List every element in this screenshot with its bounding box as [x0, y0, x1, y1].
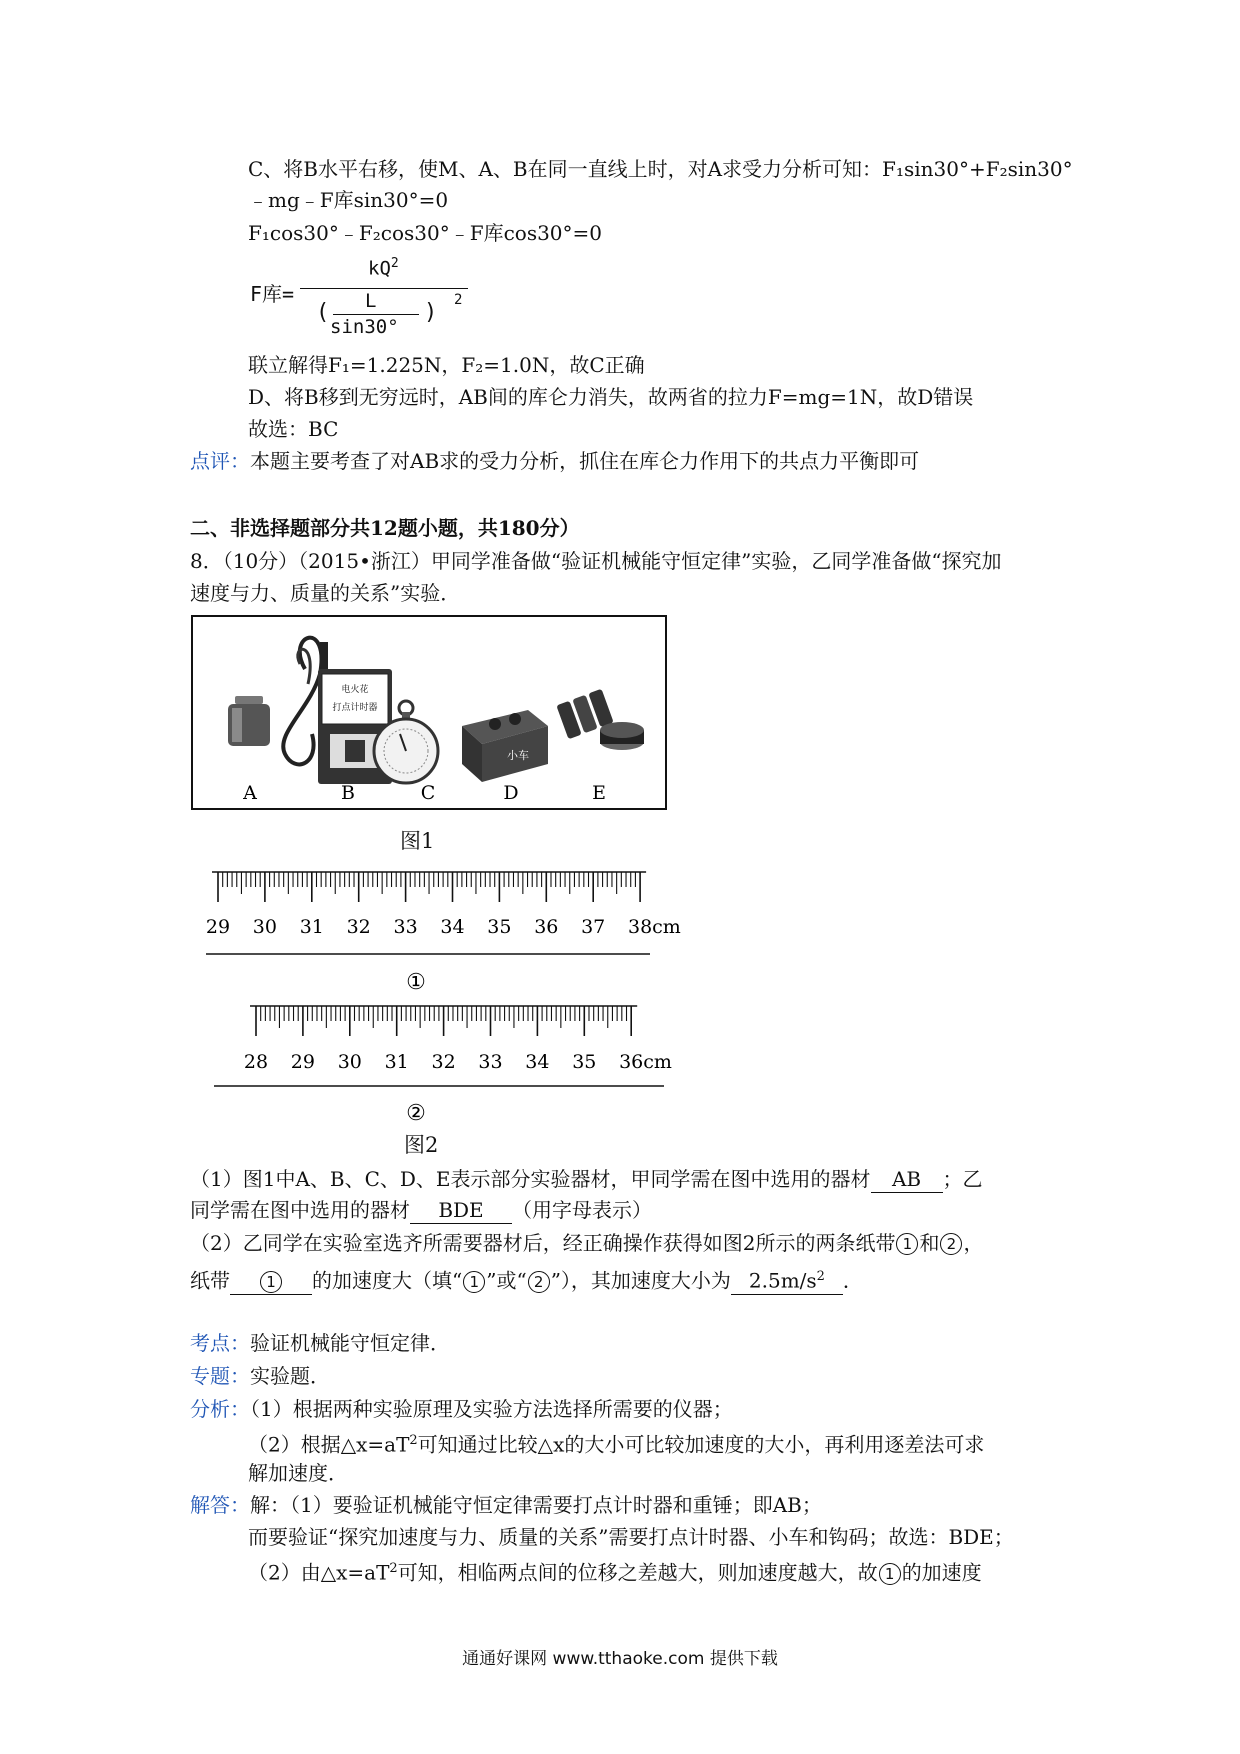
formula-main-bar [300, 288, 468, 289]
q2-option-2: 2 [528, 1271, 550, 1293]
ruler-2 [244, 1006, 672, 1073]
fenxi-line3: 解加速度． [248, 1461, 348, 1485]
q1-line1 [190, 1166, 983, 1193]
q2-answer-2: $2.5m/s^2$ [731, 1264, 843, 1295]
ruler-1-tick-label: 32 [346, 916, 371, 938]
ruler-1-tick-label: 36 [534, 916, 559, 938]
jieda-line3: （2）由$\triangle x=aT^2$可知，相临两点间的位移之差越大，则加速度越大，故 1 的加速度 [248, 1560, 982, 1585]
q2-end: ． [842, 1268, 863, 1293]
ruler-2-unit: cm [643, 1051, 672, 1073]
formula-den-sup: 2 [454, 292, 463, 308]
label-d: D [503, 782, 519, 804]
jieda-text-1: 解：（1）要验证机械能守恒定律需要打点计时器和重锤；即AB； [250, 1493, 822, 1517]
q2-and: 和 [919, 1231, 940, 1255]
q2-text-d: ”），其加速度大小为 [550, 1268, 731, 1293]
ruler-2-tick-label: 32 [431, 1051, 456, 1073]
formula-inner-den: sin30° [330, 316, 399, 338]
ruler-2-tick-label: 28 [243, 1051, 269, 1073]
zhuanti-line [190, 1363, 330, 1389]
q1-line2 [190, 1197, 652, 1224]
kaodian-text: 验证机械能守恒定律． [250, 1331, 450, 1355]
ruler-1-tick-label: 30 [252, 916, 277, 938]
question-line2: 速度与力、质量的关系”实验． [190, 581, 461, 605]
figure2-rulers [190, 866, 690, 1136]
q1-answer-1: AB [871, 1166, 943, 1193]
ruler-2-tick-label: 33 [478, 1051, 503, 1073]
zhuanti-text: 实验题． [250, 1364, 330, 1388]
jieda-circled-1: 1 [879, 1563, 901, 1585]
ruler-1 [206, 872, 681, 938]
ruler-2-tick-label: 36 [619, 1051, 644, 1073]
kaodian-label: 考点： [190, 1331, 250, 1355]
weight-icon [228, 696, 270, 746]
q1-text-b: ；乙 [942, 1167, 983, 1191]
ruler-1-tick-label: 37 [581, 916, 606, 938]
q2-answer-1-circle: 1 [260, 1271, 282, 1293]
q2-line1 [190, 1230, 983, 1256]
formula-open-paren: ( [316, 300, 330, 325]
q2-text-b: 纸带 [190, 1268, 230, 1293]
formula-numerator: $kQ^2$ [368, 256, 399, 280]
cart-text: 小车 [507, 749, 529, 762]
ruler-1-tick-label: 33 [393, 916, 418, 938]
label-b: B [341, 782, 355, 804]
q2-text-c: 的加速度大（填“ [312, 1268, 463, 1293]
jieda-label: 解答： [190, 1493, 250, 1517]
zhuanti-label: 专题： [190, 1364, 250, 1388]
ruler-1-unit: cm [652, 916, 681, 938]
cart-icon [462, 710, 548, 782]
formula-inner-num: L [365, 290, 377, 312]
review-label: 点评： [190, 449, 250, 473]
ruler-2-label: ② [406, 1101, 426, 1126]
analysis-choose: 故选：BC [248, 417, 339, 441]
q1-text-d: （用字母表示） [512, 1198, 652, 1222]
ruler-1-tick-label: 38 [628, 916, 653, 938]
figure1-equipment [190, 614, 670, 814]
hooked-weights-icon [556, 689, 644, 750]
q1-text-a: （1）图1中A、B、C、D、E表示部分实验器材，甲同学需在图中选用的器材 [190, 1167, 871, 1191]
label-e: E [592, 782, 606, 804]
q2-comma: ， [963, 1231, 984, 1255]
review-line [190, 448, 919, 474]
coulomb-formula [250, 252, 480, 342]
formula-inner-bar [333, 314, 419, 315]
q1-text-c: 同学需在图中选用的器材 [190, 1198, 410, 1222]
fenxi-label: 分析： [190, 1397, 250, 1421]
q2-or: ”或“ [486, 1268, 527, 1293]
ruler-1-tick-label: 29 [205, 916, 231, 938]
ruler-1-tick-label: 31 [299, 916, 324, 938]
q2-option-1: 1 [463, 1271, 485, 1293]
analysis-solve: 联立解得F₁=1.225N，F₂=1.0N，故C正确 [248, 353, 645, 377]
analysis-c-line1: C、将B水平右移，使M、A、B在同一直线上时，对A求受力分析可知：F₁sin30°+F₂sin30° [248, 157, 1073, 181]
formula-lhs: F库= [250, 282, 295, 306]
kaodian-line [190, 1330, 450, 1356]
section-title: 二、非选择题部分共12题小题，共180分） [190, 516, 580, 540]
q2-line2 [190, 1264, 863, 1295]
circled-2: 2 [940, 1233, 962, 1255]
review-text: 本题主要考查了对AB求的受力分析，抓住在库仑力作用下的共点力平衡即可 [250, 449, 920, 473]
analysis-c-line3: F₁cos30°﹣F₂cos30°﹣F库cos30°=0 [248, 221, 603, 245]
ruler-2-tick-label: 34 [525, 1051, 550, 1073]
q2-answer-1 [230, 1268, 312, 1295]
jieda-line1 [190, 1492, 822, 1518]
ruler-1-tick-label: 34 [440, 916, 465, 938]
ruler-2-tick-label: 31 [384, 1051, 409, 1073]
analysis-c-line2: ﹣mg﹣F库sin30°=0 [248, 188, 449, 212]
fenxi-text-1: （1）根据两种实验原理及实验方法选择所需要的仪器； [250, 1397, 733, 1421]
ruler-1-label: ① [406, 970, 426, 995]
timer-text-1: 电火花 [341, 685, 369, 695]
q1-answer-2: BDE [410, 1197, 512, 1224]
label-c: C [420, 782, 436, 804]
jieda-line2: 而要验证“探究加速度与力、质量的关系”需要打点计时器、小车和钩码；故选：BDE； [248, 1525, 1014, 1549]
ruler-2-tick-label: 35 [572, 1051, 597, 1073]
fenxi-line1 [190, 1396, 733, 1422]
ruler-2-tick-label: 30 [337, 1051, 362, 1073]
figure1-caption: 图1 [400, 829, 435, 853]
page-footer: 通通好课网 www.tthaoke.com 提供下载 [462, 1649, 778, 1669]
ruler-1-tick-label: 35 [487, 916, 512, 938]
label-a: A [243, 782, 257, 804]
question-line1: 8．（10分）（2015•浙江）甲同学准备做“验证机械能守恒定律”实验，乙同学准备做“探究加 [190, 549, 1002, 573]
timer-text-2: 打点计时器 [332, 703, 378, 713]
circled-1: 1 [896, 1233, 918, 1255]
ruler-2-tick-label: 29 [290, 1051, 315, 1073]
q2-text-a: （2）乙同学在实验室选齐所需要器材后，经正确操作获得如图2所示的两条纸带 [190, 1231, 896, 1255]
figure2-caption: 图2 [404, 1133, 439, 1157]
formula-close-paren: ) [424, 300, 438, 325]
fenxi-line2: （2）根据$\triangle x=aT^2$可知通过比较△x的大小可比较加速度的大小，再利用逐差法可求 [248, 1432, 985, 1457]
analysis-d-line: D、将B移到无穷远时，AB间的库仑力消失，故两省的拉力F=mg=1N，故D错误 [248, 385, 974, 409]
